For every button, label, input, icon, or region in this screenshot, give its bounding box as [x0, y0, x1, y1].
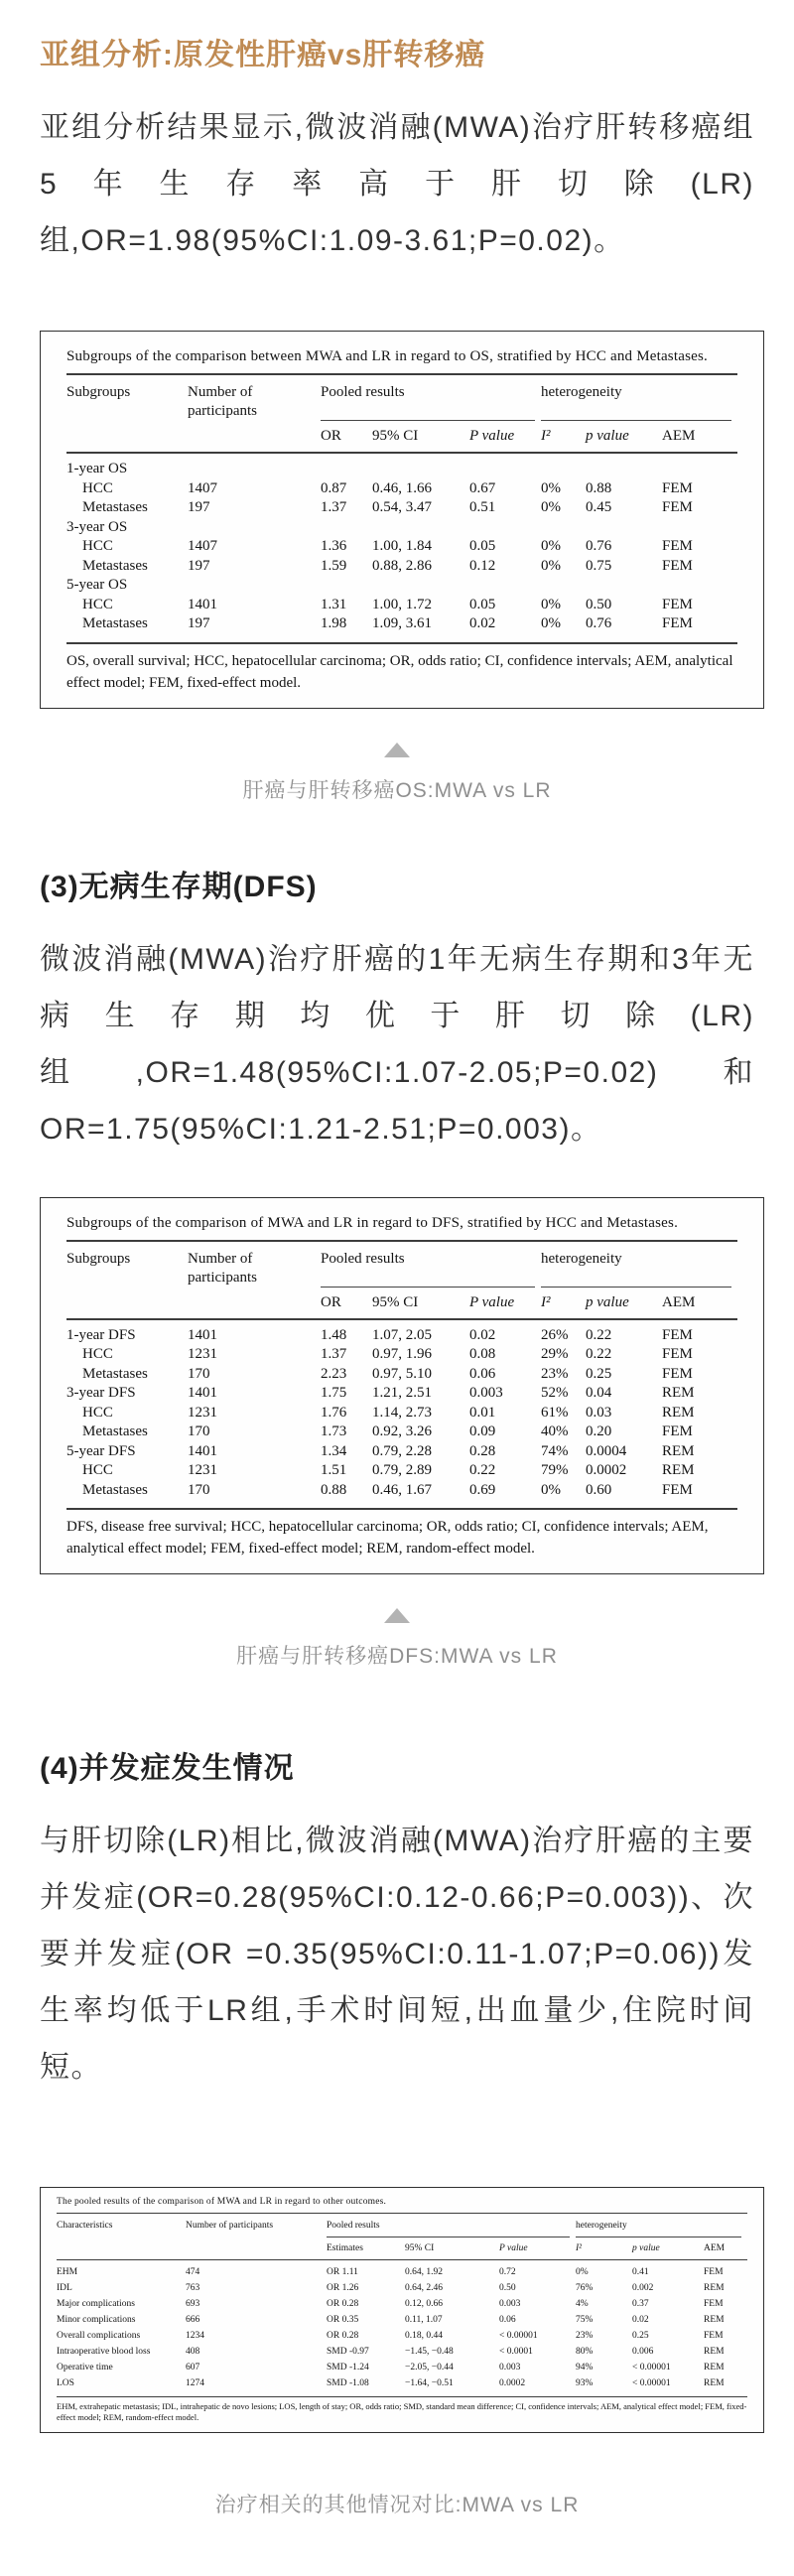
table-cell: 40% [541, 1424, 569, 1439]
table-cell: REM [662, 1442, 695, 1459]
table-cell: REM [662, 1404, 695, 1421]
table-cell: < 0.00001 [499, 2331, 538, 2341]
table-cell: −1.45, −0.48 [405, 2347, 454, 2357]
table-cell [188, 518, 321, 538]
paragraph-dfs-result: 微波消融(MWA)治疗肝癌的1年无病生存期和3年无病生存期均优于肝切除(LR)组,OR=1.48(95%CI:1.07-2.05;P=0.02)和OR=1.75(95%CI:1.21-2.51;P=0.003)。 [40, 942, 754, 1146]
table-cell [469, 518, 541, 538]
table-cell: 23% [576, 2331, 594, 2341]
table-row [66, 1423, 737, 1442]
sub-column-header: AEM [662, 1293, 696, 1310]
table-cell: 1.00, 1.72 [372, 596, 432, 612]
table-cell: 0.72 [499, 2267, 516, 2277]
table-cell: 474 [186, 2267, 200, 2277]
table-cell: Major complications [57, 2299, 135, 2309]
table-cell: HCC [82, 538, 113, 554]
table-cell: 3-year OS [66, 518, 128, 535]
table-cell: 1.37 [321, 499, 347, 515]
collapse-image-control[interactable] [40, 743, 754, 762]
table-body [66, 1320, 737, 1509]
column-header: Number of participants [186, 2221, 274, 2231]
table-cell [188, 460, 321, 479]
column-header: Pooled results [327, 2219, 570, 2237]
table-cell: OR 0.28 [327, 2331, 359, 2341]
table-cell: Overall complications [57, 2331, 141, 2341]
table-cell: OR 1.26 [327, 2283, 359, 2293]
table-cell: 26% [541, 1326, 569, 1343]
table-cell: 0.50 [586, 596, 612, 612]
sub-column-header: p value [586, 1293, 629, 1310]
table-cell: 0.45 [586, 499, 612, 515]
table-cell: 2.23 [321, 1365, 347, 1382]
table-row [66, 518, 737, 538]
table-cell: 170 [188, 1424, 210, 1439]
sub-column-header [66, 421, 188, 446]
table-cell: 0.05 [469, 538, 496, 554]
table-cell: 0.002 [632, 2283, 654, 2293]
table-cell: 0.02 [469, 615, 496, 631]
table-cell: FEM [662, 615, 693, 631]
table-header [66, 375, 737, 454]
table-cell: 1401 [188, 1385, 217, 1401]
table-cell: Operative time [57, 2363, 113, 2373]
table-cell: SMD -1.08 [327, 2378, 369, 2388]
table-cell: FEM [662, 1326, 693, 1343]
table-cell: FEM [662, 479, 693, 496]
table-cell: FEM [662, 596, 693, 612]
table-cell: 0.88 [586, 479, 612, 496]
table-title: Subgroups of the comparison between MWA and LR in regard to OS, stratified by HCC and Metastases. [66, 348, 708, 364]
table-cell [541, 576, 586, 596]
table-cell: 0.12 [469, 557, 496, 574]
table-row [66, 1345, 737, 1365]
table-cell: SMD -0.97 [327, 2347, 369, 2357]
collapse-triangle-icon [384, 1608, 410, 1623]
table-cell: 0.08 [469, 1346, 496, 1362]
table-cell: 1274 [186, 2378, 204, 2388]
table-cell: 0% [576, 2267, 589, 2277]
table-cell: REM [662, 1462, 695, 1478]
table-cell: 1234 [186, 2331, 204, 2341]
table-cell: FEM [704, 2331, 724, 2341]
table-footnote: DFS, disease free survival; HCC, hepatocellular carcinoma; OR, odds ratio; CI, confidence intervals; AEM, analytical effect model; FEM, fixed-effect model; REM, random-effect model. [66, 1519, 709, 1557]
table-cell: 763 [186, 2283, 200, 2293]
sub-column-header: p value [632, 2243, 660, 2253]
table-cell: REM [704, 2347, 725, 2357]
table-cell: 1401 [188, 1326, 217, 1343]
table-cell [586, 576, 662, 596]
table-cell: 0.12, 0.66 [405, 2299, 443, 2309]
table-footnote: EHM, extrahepatic metastasis; IDL, intrahepatic de novo lesions; LOS, length of stay; OR, odds ratio; SMD, standard mean difference; CI, confidence intervals; AEM, analytical effect model; FEM, fixed-effect model; REM, random-effect model. [57, 2401, 747, 2422]
page-title: 亚组分析:原发性肝癌vs肝转移癌 [40, 39, 486, 71]
table-cell: 0% [541, 615, 561, 631]
table-cell: 1.36 [321, 538, 347, 554]
column-header: Subgroups [66, 1250, 131, 1267]
table-cell: 61% [541, 1404, 569, 1421]
table-row [66, 1326, 737, 1346]
sub-column-header: I² [541, 1293, 551, 1310]
table-cell: −1.64, −0.51 [405, 2378, 454, 2388]
column-header: heterogeneity [541, 383, 731, 421]
sub-column-header: 95% CI [372, 428, 419, 444]
sub-column-header: p value [586, 428, 629, 444]
table-cell [586, 460, 662, 479]
table-footnote: OS, overall survival; HCC, hepatocellular carcinoma; OR, odds ratio; CI, confidence intervals; AEM, analytical effect model; FEM, fixed-effect model. [66, 652, 733, 691]
table-cell: 1.51 [321, 1462, 347, 1478]
table-cell: 408 [186, 2347, 200, 2357]
table-cell: Metastases [82, 1481, 148, 1498]
table-row [57, 2312, 747, 2328]
table-cell: FEM [704, 2299, 724, 2309]
table-cell: FEM [662, 557, 693, 574]
column-header: Subgroups [66, 384, 131, 400]
table-cell: IDL [57, 2283, 72, 2293]
section-heading-complications: (4)并发症发生情况 [40, 1752, 295, 1785]
table-cell: 74% [541, 1442, 569, 1459]
column-header: heterogeneity [576, 2219, 741, 2237]
table-cell: 1407 [188, 479, 217, 496]
table-cell: 0.50 [499, 2283, 516, 2293]
table-cell: 23% [541, 1365, 569, 1382]
table-header [57, 2214, 747, 2260]
table-cell [662, 460, 737, 479]
table-cell: 0% [541, 557, 561, 574]
table-cell: Metastases [82, 1365, 148, 1382]
table-cell: 0.76 [586, 615, 612, 631]
column-header: Pooled results [321, 1250, 535, 1288]
table-cell: 76% [576, 2283, 594, 2293]
section-heading-dfs: (3)无病生存期(DFS) [40, 870, 318, 903]
table-cell: 0.0002 [586, 1462, 627, 1478]
table-cell: 0% [541, 479, 561, 496]
table-cell: 0.11, 1.07 [405, 2315, 443, 2325]
table-cell: 666 [186, 2315, 200, 2325]
table-cell: 3-year DFS [66, 1385, 136, 1401]
table-title: The pooled results of the comparison of MWA and LR in regard to other outcomes. [57, 2197, 387, 2207]
column-header: heterogeneity [541, 1250, 731, 1288]
table-cell: 170 [188, 1365, 210, 1382]
table-cell: < 0.00001 [632, 2363, 671, 2373]
table-cell: 0.02 [469, 1326, 496, 1343]
table-cell: 0.05 [469, 596, 496, 612]
table-cell: FEM [704, 2267, 724, 2277]
table-cell: 5-year OS [66, 577, 128, 593]
table-cell: HCC [82, 1404, 113, 1421]
collapse-triangle-icon [384, 743, 410, 757]
table-cell: Metastases [82, 615, 148, 631]
sub-column-header: 95% CI [372, 1293, 419, 1310]
table-cell: 0.76 [586, 538, 612, 554]
table-cell: 0.0004 [586, 1442, 627, 1459]
table-cell [372, 518, 469, 538]
table-cell: HCC [82, 479, 113, 496]
table-title: Subgroups of the comparison of MWA and LR in regard to DFS, stratified by HCC and Metastases. [66, 1214, 679, 1231]
table-cell: 1231 [188, 1404, 217, 1421]
image-caption-other-outcomes: 治疗相关的其他情况对比:MWA vs LR [214, 2494, 580, 2516]
table-cell: 1.76 [321, 1404, 347, 1421]
table-cell: 1.73 [321, 1424, 347, 1439]
sub-column-header: Estimates [327, 2243, 363, 2253]
table-row [57, 2296, 747, 2312]
table-cell: OR 0.35 [327, 2315, 359, 2325]
table-cell: −2.05, −0.44 [405, 2363, 454, 2373]
table-cell: 5-year DFS [66, 1442, 136, 1459]
table-cell: 0.25 [586, 1365, 612, 1382]
table-cell: 1-year DFS [66, 1326, 136, 1343]
table-cell: 75% [576, 2315, 594, 2325]
sub-column-header: OR [321, 428, 341, 444]
sub-column-header [188, 421, 321, 446]
table-row [57, 2264, 747, 2280]
table-cell: Intraoperative blood loss [57, 2347, 151, 2357]
table-cell: 1401 [188, 1442, 217, 1459]
table-cell: 29% [541, 1346, 569, 1362]
table-cell: 0.37 [632, 2299, 649, 2309]
table-cell: 0.04 [586, 1385, 612, 1401]
table-cell: FEM [662, 499, 693, 515]
table-cell: OR 0.28 [327, 2299, 359, 2309]
table-cell: REM [704, 2283, 725, 2293]
table-cell: 693 [186, 2299, 200, 2309]
table-cell: 0.79, 2.89 [372, 1462, 432, 1478]
sub-column-header: I² [576, 2243, 583, 2253]
sub-column-header: OR [321, 1293, 341, 1310]
table-cell [321, 518, 372, 538]
table-cell [321, 460, 372, 479]
table-cell: 1.31 [321, 596, 347, 612]
table-row [66, 557, 737, 577]
sub-column-header: AEM [662, 428, 696, 444]
table-cell: 1231 [188, 1462, 217, 1478]
sub-column-header: P value [469, 1293, 515, 1310]
table-row [57, 2328, 747, 2344]
table-row [66, 614, 737, 634]
table-cell: 1.07, 2.05 [372, 1326, 432, 1343]
table-cell [372, 460, 469, 479]
table-cell: 1.59 [321, 557, 347, 574]
table-cell [541, 518, 586, 538]
table-row [57, 2375, 747, 2391]
table-cell [662, 576, 737, 596]
table-cell: 0.22 [586, 1346, 612, 1362]
table-cell: 0.06 [469, 1365, 496, 1382]
table-cell: REM [704, 2315, 725, 2325]
table-cell: 0% [541, 596, 561, 612]
table-cell: FEM [662, 1424, 693, 1439]
table-row [66, 576, 737, 596]
collapse-image-control[interactable] [40, 1608, 754, 1628]
table-row [57, 2360, 747, 2375]
table-cell: 0.92, 3.26 [372, 1424, 432, 1439]
table-cell: 0.67 [469, 479, 496, 496]
table-row [66, 1365, 737, 1385]
column-header: Number of participants [188, 1250, 257, 1286]
table-cell: 0.46, 1.66 [372, 479, 432, 496]
dfs-subgroup-table-image [40, 1197, 764, 1575]
table-cell: 0.46, 1.67 [372, 1481, 432, 1498]
sub-column-header [186, 2237, 327, 2255]
table-cell [321, 576, 372, 596]
table-cell: Minor complications [57, 2315, 136, 2325]
table-cell: 0.01 [469, 1404, 496, 1421]
table-cell: 1.21, 2.51 [372, 1385, 432, 1401]
table-cell: 0.003 [499, 2363, 521, 2373]
table-cell: FEM [662, 1481, 693, 1498]
table-cell: REM [704, 2378, 725, 2388]
table-cell: 4% [576, 2299, 589, 2309]
table-cell: 1231 [188, 1346, 217, 1362]
table-cell: 0.79, 2.28 [372, 1442, 432, 1459]
table-row [66, 596, 737, 615]
table-cell: 0.88, 2.86 [372, 557, 432, 574]
paragraph-complications: 与肝切除(LR)相比,微波消融(MWA)治疗肝癌的主要并发症(OR=0.28(95%CI:0.12-0.66;P=0.003))、次要并发症(OR =0.35(95%CI:0.11-1.07;P=0.06))发生率均低于LR组,手术时间短,出血量少,住院时间短。 [40, 1825, 754, 2084]
table-row [66, 1461, 737, 1481]
table-cell: OR 1.11 [327, 2267, 358, 2277]
table-cell: 0.69 [469, 1481, 496, 1498]
column-header: Number of participants [188, 384, 257, 419]
table-cell [469, 460, 541, 479]
table-cell: 1.75 [321, 1385, 347, 1401]
table-cell: 1407 [188, 538, 217, 554]
table-cell: 0.88 [321, 1481, 347, 1498]
table-cell [188, 576, 321, 596]
sub-column-header [66, 1288, 188, 1312]
image-caption-os: 肝癌与肝转移癌OS:MWA vs LR [242, 778, 552, 802]
table-cell: 197 [188, 557, 210, 574]
table-cell: FEM [662, 1346, 693, 1362]
sub-column-header: P value [469, 428, 515, 444]
table-cell: 0% [541, 538, 561, 554]
table-cell: 0.006 [632, 2347, 654, 2357]
table-cell: 0.03 [586, 1404, 612, 1421]
table-cell: REM [704, 2363, 725, 2373]
table-row [66, 1481, 737, 1501]
table-cell: 0.97, 1.96 [372, 1346, 432, 1362]
other-outcomes-table-image [40, 2187, 764, 2433]
table-cell: 0.18, 0.44 [405, 2331, 443, 2341]
table-cell: 52% [541, 1385, 569, 1401]
table-cell: HCC [82, 1346, 113, 1362]
table-cell: HCC [82, 1462, 113, 1478]
table-cell: 1.14, 2.73 [372, 1404, 432, 1421]
table-cell: 0.64, 1.92 [405, 2267, 443, 2277]
table-row [66, 460, 737, 479]
table-body [66, 454, 737, 642]
table-cell: 0.22 [469, 1462, 496, 1478]
table-cell: 94% [576, 2363, 594, 2373]
table-row [57, 2344, 747, 2360]
table-cell: 0.20 [586, 1424, 612, 1439]
table-cell [586, 518, 662, 538]
sub-column-header: P value [499, 2243, 528, 2253]
table-body [57, 2260, 747, 2396]
table-row [66, 1384, 737, 1404]
table-row [66, 1404, 737, 1424]
table-cell: 0.06 [499, 2315, 516, 2325]
sub-column-header: AEM [704, 2243, 726, 2253]
table-cell: HCC [82, 596, 113, 612]
image-caption-dfs: 肝癌与肝转移癌DFS:MWA vs LR [236, 1645, 558, 1668]
table-cell [372, 576, 469, 596]
sub-column-header [57, 2237, 186, 2255]
table-cell: EHM [57, 2267, 78, 2277]
table-cell: 1.09, 3.61 [372, 615, 432, 631]
paragraph-os-result: 亚组分析结果显示,微波消融(MWA)治疗肝转移癌组5年生存率高于肝切除(LR)组,OR=1.98(95%CI:1.09-3.61;P=0.02)。 [40, 111, 754, 257]
table-cell [469, 576, 541, 596]
table-cell: < 0.0001 [499, 2347, 533, 2357]
table-cell: FEM [662, 1365, 693, 1382]
table-cell: 0% [541, 499, 561, 515]
table-row [57, 2280, 747, 2296]
table-cell [541, 460, 586, 479]
table-cell [662, 518, 737, 538]
table-cell: 1.37 [321, 1346, 347, 1362]
table-cell: 170 [188, 1481, 210, 1498]
sub-column-header: I² [541, 428, 551, 444]
table-cell: 0.22 [586, 1326, 612, 1343]
table-cell: 1-year OS [66, 461, 128, 476]
table-cell: 0.64, 2.46 [405, 2283, 443, 2293]
table-cell: 0.28 [469, 1442, 496, 1459]
table-cell: Metastases [82, 557, 148, 574]
os-subgroup-table-image [40, 331, 764, 709]
table-cell: 0.51 [469, 499, 496, 515]
table-cell: 0.75 [586, 557, 612, 574]
table-cell: SMD -1.24 [327, 2363, 369, 2373]
table-cell: 0.09 [469, 1424, 496, 1439]
sub-column-header: 95% CI [405, 2243, 435, 2253]
sub-column-header [188, 1288, 321, 1312]
table-cell: 197 [188, 615, 210, 631]
table-cell: Metastases [82, 499, 148, 515]
table-header [66, 1242, 737, 1320]
table-row [66, 498, 737, 518]
table-row [66, 537, 737, 557]
table-cell: 197 [188, 499, 210, 515]
table-cell: 1.00, 1.84 [372, 538, 432, 554]
table-cell: 0.87 [321, 479, 347, 496]
table-cell: Metastases [82, 1424, 148, 1439]
table-cell: 0.54, 3.47 [372, 499, 432, 515]
table-cell: < 0.00001 [632, 2378, 671, 2388]
column-header: Characteristics [57, 2221, 113, 2231]
table-cell: 1.48 [321, 1326, 347, 1343]
table-cell: 607 [186, 2363, 200, 2373]
table-cell: 0.003 [499, 2299, 521, 2309]
table-cell: 1.98 [321, 615, 347, 631]
table-row [66, 1442, 737, 1462]
table-cell: 0.97, 5.10 [372, 1365, 432, 1382]
table-cell: 1401 [188, 596, 217, 612]
table-cell: 79% [541, 1462, 569, 1478]
table-cell: 0% [541, 1481, 561, 1498]
table-cell: 80% [576, 2347, 594, 2357]
table-cell: 0.41 [632, 2267, 649, 2277]
table-cell: 0.0002 [499, 2378, 526, 2388]
table-cell: 1.34 [321, 1442, 347, 1459]
table-row [66, 479, 737, 499]
table-cell: LOS [57, 2378, 74, 2388]
table-cell: 0.25 [632, 2331, 649, 2341]
table-cell: 0.003 [469, 1385, 503, 1401]
table-cell: 0.02 [632, 2315, 649, 2325]
table-cell: 93% [576, 2378, 594, 2388]
table-cell: REM [662, 1385, 695, 1401]
table-cell: FEM [662, 538, 693, 554]
column-header: Pooled results [321, 383, 535, 421]
table-cell: 0.60 [586, 1481, 612, 1498]
